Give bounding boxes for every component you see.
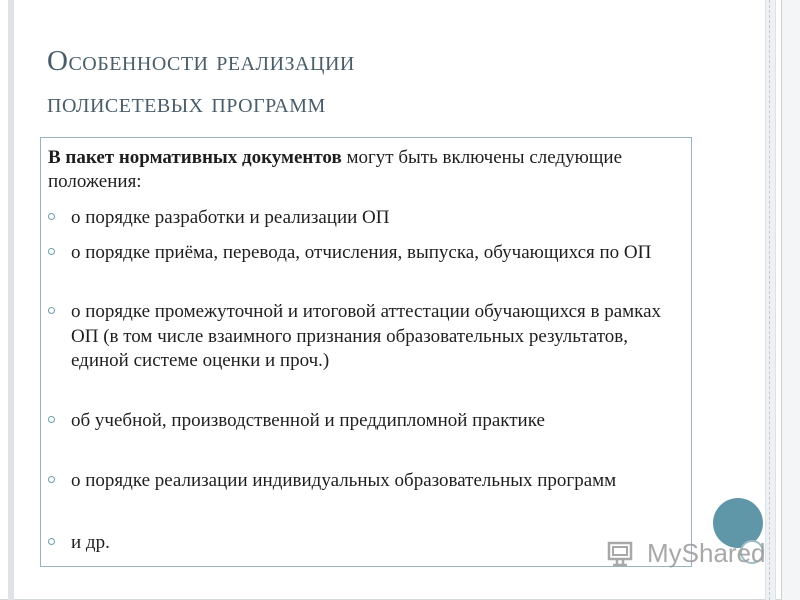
bullet-item [48,409,678,434]
slide-title-line-2: полисетевых программ [47,87,326,119]
bullet-item [48,469,678,494]
intro-bold-text: В пакет нормативных документов [48,147,342,168]
slide-title [47,40,747,124]
bullet-marker-icon [48,476,55,483]
bullet-text: о порядке приёма, перевода, отчисления, выпуска, обучающихся по ОП [71,242,652,263]
bullet-text: о порядке промежуточной и итоговой аттестации обучающихся в рамках ОП (в том числе взаимного признания образовательных результатов, единой системе оценки и проч.) [71,301,662,371]
bullet-marker-icon [48,213,55,220]
bullet-marker-icon [48,248,55,255]
bullet-marker-icon [48,307,55,314]
right-margin [782,0,800,600]
slide-title-line-1: Особенности реализации [47,45,355,77]
intro-paragraph [48,146,678,194]
watermark-text: MyShared [647,537,766,568]
bullet-item [48,531,678,556]
bullet-marker-icon [48,416,55,423]
right-decor-dashed-line [769,0,770,600]
bullet-text: о порядке разработки и реализации ОП [71,207,390,228]
bullet-marker-icon [48,538,55,545]
intro-text: могут быть включены следующие положения: [48,147,623,192]
bullet-item [48,300,678,374]
myshared-logo-icon [607,539,641,567]
left-decor-stripe [8,0,14,600]
bullet-text: и др. [71,532,110,553]
bullet-text: о порядке реализации индивидуальных образовательных программ [71,470,617,491]
bullet-item [48,241,678,266]
watermark [607,535,766,571]
bullet-item [48,206,678,231]
bullet-text: об учебной, производственной и преддипломной практике [71,410,545,431]
right-decor-band [765,0,776,600]
